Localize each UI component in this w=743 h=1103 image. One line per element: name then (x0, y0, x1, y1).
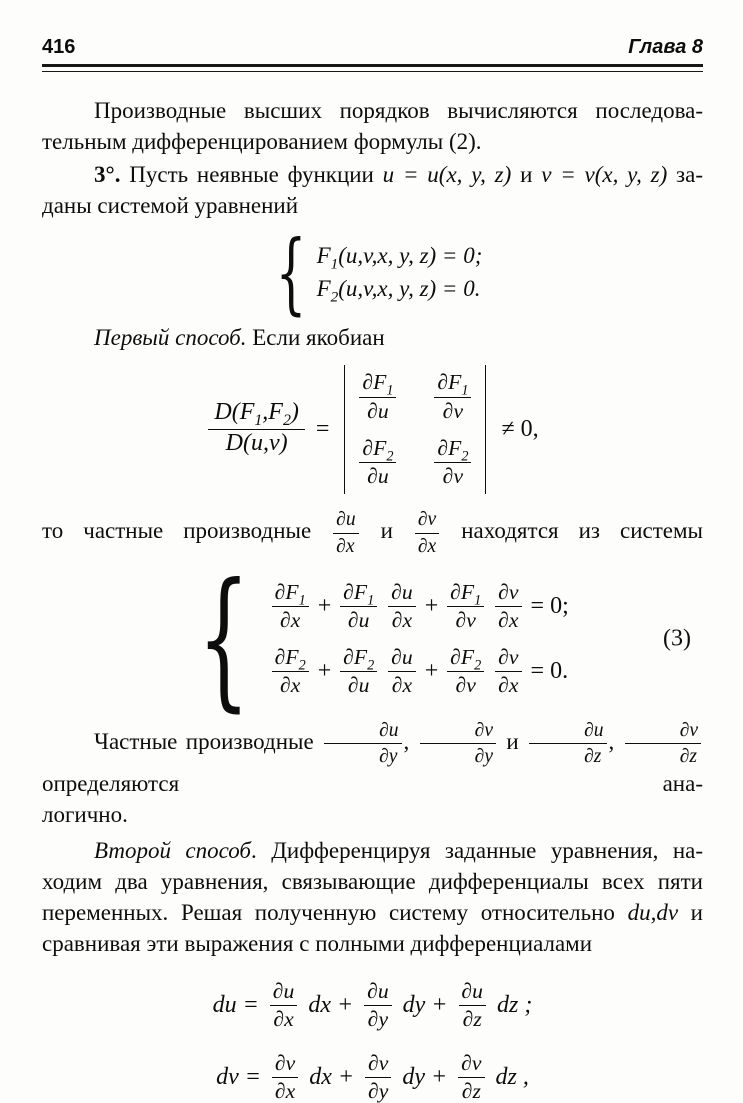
fraction-denominator: ∂u (348, 673, 370, 698)
math-fraction (272, 1052, 298, 1103)
fraction-denominator: ∂v (455, 673, 476, 698)
fraction-numerator: $\partial F_1$ (359, 371, 396, 397)
fraction-numerator: ∂v (458, 1052, 484, 1078)
math-fraction (359, 371, 396, 423)
math-text: определяются ана- (42, 770, 703, 796)
fraction-numerator: $\partial F_1$ (272, 581, 309, 607)
fraction-denominator: ∂y (474, 745, 493, 767)
math-fraction (340, 646, 377, 698)
text-line (42, 508, 703, 557)
fraction-denominator: ∂v (442, 398, 464, 423)
page-body (42, 95, 703, 1103)
fraction-denominator: ∂z (584, 745, 602, 767)
math-fraction (625, 720, 701, 767)
fraction-numerator: ∂u (324, 720, 401, 744)
math-fraction (388, 646, 415, 698)
fraction-numerator: ∂v (415, 509, 439, 533)
math-text: , (608, 728, 623, 754)
math-text: сравнивая эти выражения с полными дифференциалами (42, 930, 593, 956)
curly-brace-icon: { (197, 551, 251, 726)
math-text: Пусть неявные функции (120, 162, 383, 187)
fraction-numerator: ∂u (270, 980, 297, 1006)
math-text: Второй способ (94, 837, 252, 863)
math-text: u = u(x, y, z) (382, 162, 512, 187)
math-text: то частные производные (42, 518, 332, 544)
fraction-denominator: ∂x (498, 673, 519, 698)
math-text: dv = (216, 1063, 261, 1090)
math-fraction (324, 720, 401, 767)
fraction-denominator: ∂u (367, 464, 389, 489)
paragraph-item-3 (42, 159, 703, 221)
fraction-denominator: ∂z (679, 745, 697, 767)
math-fraction (447, 581, 484, 633)
math-text: . Дифференцируя заданные уравнения, на- (251, 837, 703, 863)
math-text: ≠ 0, (501, 416, 539, 443)
fraction-numerator: ∂v (625, 720, 701, 744)
text-line (42, 866, 703, 897)
math-text: = (315, 416, 330, 443)
equation-jacobian (42, 365, 703, 494)
math-fraction (434, 371, 471, 423)
fraction-numerator: $\partial F_2$ (359, 437, 396, 463)
math-text: dx + (309, 1063, 355, 1090)
math-text: и (498, 728, 528, 754)
math-text: , (403, 728, 418, 754)
fraction-denominator: ∂y (379, 745, 398, 767)
equation-implicit-system (42, 221, 703, 324)
paragraph-analogous (42, 719, 703, 830)
math-text: + (424, 592, 439, 619)
fraction-denominator: ∂y (367, 1007, 389, 1032)
math-text: ходим два уравнения, связывающие дифференциалы всех пяти (42, 868, 703, 894)
fraction-numerator: $\partial F_1$ (447, 581, 484, 607)
text-line (42, 95, 703, 126)
math-text: = 0. (530, 658, 569, 685)
text-line (42, 126, 703, 157)
fraction-denominator: ∂v (455, 607, 476, 632)
fraction-denominator: ∂x (391, 673, 413, 698)
equation-du (42, 979, 703, 1033)
math-text: переменных. Решая полученную систему относительно (42, 899, 628, 925)
fraction-denominator: ∂x (273, 1007, 294, 1032)
math-fraction (272, 581, 309, 633)
fraction-numerator: $\partial F_2$ (272, 646, 309, 672)
math-text: 3°. (94, 162, 121, 187)
paragraph-partial-derivatives (42, 508, 703, 557)
fraction-numerator: $\partial F_1$ (340, 581, 377, 607)
math-fraction (333, 509, 358, 556)
math-text: за- (667, 162, 703, 187)
fraction-denominator: ∂u (348, 607, 370, 632)
math-fraction (447, 646, 484, 698)
page-number: 416 (42, 36, 76, 58)
math-text: dz ; (496, 992, 533, 1019)
equation-system (176, 551, 569, 726)
fraction-numerator: $D(F_1,F_2)$ (208, 399, 305, 430)
paragraph-first-method (42, 322, 703, 353)
system-row (270, 645, 569, 699)
fraction-denominator: ∂x (417, 535, 437, 557)
math-text: и (511, 162, 542, 187)
fraction-numerator: $\partial F_2$ (434, 437, 471, 463)
system-row (270, 580, 569, 634)
math-fraction (340, 581, 377, 633)
math-text: $F_1(u,v,x$, y, z) = 0; (316, 243, 483, 273)
math-text: = 0; (530, 592, 569, 619)
math-text: $F_2(u,v,x$, y, z) = 0. (316, 276, 481, 306)
math-fraction (458, 1052, 484, 1103)
math-fraction (208, 399, 305, 460)
text-line (42, 190, 703, 221)
fraction-denominator: ∂u (367, 398, 389, 423)
math-text: dy + (402, 992, 448, 1019)
fraction-denominator: ∂v (442, 464, 464, 489)
math-text: + (317, 658, 332, 685)
equation-number: (3) (663, 625, 691, 652)
math-text: логично. (42, 801, 128, 827)
math-fraction (272, 646, 309, 698)
math-text: Первый способ. (94, 325, 247, 351)
system-rows (270, 580, 569, 699)
math-fraction (270, 980, 297, 1032)
math-fraction (365, 1052, 391, 1103)
fraction-numerator: $\partial F_1$ (434, 371, 471, 397)
fraction-denominator: ∂x (498, 607, 519, 632)
curly-brace-icon: { (275, 221, 307, 324)
math-fraction (495, 646, 521, 698)
fraction-numerator: ∂v (495, 581, 521, 607)
header-rule (42, 64, 703, 72)
math-text: du,dv (627, 899, 679, 925)
math-text: Производные высших порядков вычисляются последова- (94, 98, 703, 123)
math-text: du = (212, 992, 259, 1019)
math-text: Если якобиан (246, 325, 385, 351)
text-line (42, 897, 703, 928)
math-fraction (420, 720, 496, 767)
fraction-numerator: ∂u (333, 509, 358, 533)
math-fraction (388, 581, 415, 633)
math-fraction (495, 581, 521, 633)
fraction-denominator: ∂z (461, 1078, 481, 1103)
math-text: + (317, 592, 332, 619)
math-fraction (434, 437, 471, 489)
fraction-denominator: ∂x (391, 607, 413, 632)
math-text: dz , (495, 1063, 529, 1090)
fraction-numerator: $\partial F_2$ (447, 646, 484, 672)
math-text: и (678, 899, 703, 925)
running-header (42, 36, 703, 59)
math-fraction (459, 980, 486, 1032)
equation-system-3 (42, 551, 703, 726)
paragraph-second-method (42, 835, 703, 959)
fraction-numerator: ∂u (364, 980, 391, 1006)
system-rows (316, 243, 483, 306)
text-line (42, 719, 703, 799)
fraction-denominator: ∂x (280, 673, 301, 698)
equation-system-3-body (176, 551, 569, 726)
math-text: + (424, 658, 439, 685)
math-text: v = v(x, y, z) (541, 162, 668, 187)
system-row (316, 243, 483, 273)
fraction-numerator: ∂v (495, 646, 521, 672)
fraction-numerator: ∂v (365, 1052, 391, 1078)
fraction-denominator: D(u,v) (225, 430, 288, 457)
fraction-numerator: ∂u (388, 646, 415, 672)
math-fraction (529, 720, 606, 767)
math-text: находятся из системы (441, 518, 703, 544)
paragraph-intro (42, 95, 703, 157)
math-text: даны системой уравнений (42, 193, 299, 218)
fraction-denominator: ∂x (280, 607, 301, 632)
fraction-numerator: $\partial F_2$ (340, 646, 377, 672)
fraction-numerator: ∂u (459, 980, 486, 1006)
fraction-numerator: ∂v (272, 1052, 298, 1078)
fraction-numerator: ∂u (388, 581, 415, 607)
text-line (42, 835, 703, 866)
math-text: dy + (402, 1063, 448, 1090)
text-line (42, 928, 703, 959)
equation-system (263, 221, 483, 324)
equation-dv (42, 1051, 703, 1103)
math-text: dx + (308, 992, 354, 1019)
math-text: тельным дифференцированием формулы (2). (42, 129, 482, 154)
determinant-matrix (344, 365, 486, 494)
math-fraction (364, 980, 391, 1032)
header-rule-thin (42, 71, 703, 73)
fraction-numerator: ∂v (420, 720, 496, 744)
chapter-title: Глава 8 (628, 36, 703, 58)
fraction-denominator: ∂z (462, 1007, 482, 1032)
fraction-numerator: ∂u (529, 720, 606, 744)
system-row (316, 276, 483, 306)
fraction-denominator: ∂x (275, 1078, 296, 1103)
math-fraction (359, 437, 396, 489)
fraction-denominator: ∂y (368, 1078, 389, 1103)
math-fraction (415, 509, 439, 556)
math-text: Частные производные (94, 728, 323, 754)
math-text: и (360, 518, 413, 544)
text-line (42, 322, 703, 353)
header-rule-thick (42, 64, 703, 67)
text-line (42, 159, 703, 190)
text-line (42, 799, 703, 830)
fraction-denominator: ∂x (336, 535, 355, 557)
